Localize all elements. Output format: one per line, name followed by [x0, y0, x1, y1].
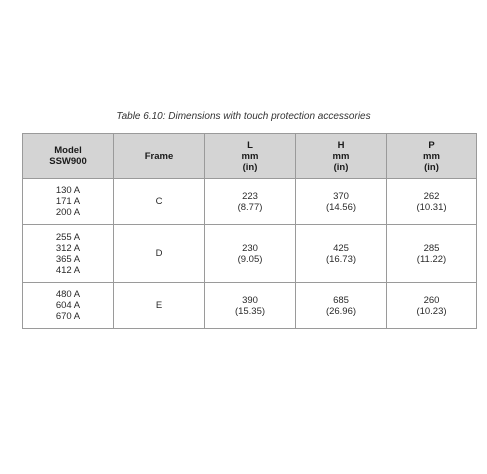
- header-p-line: P: [428, 139, 435, 151]
- header-model-line: Model: [54, 145, 82, 156]
- dimensions-table: [22, 133, 477, 329]
- header-h-line: H: [337, 139, 345, 151]
- l-cell: [205, 225, 296, 283]
- model-cell: [23, 179, 114, 225]
- l-cell: [205, 283, 296, 329]
- header-l-line: mm: [241, 150, 259, 162]
- model-value: 312 A: [55, 242, 81, 254]
- model-cell: [23, 283, 114, 329]
- p-mm: 262: [423, 190, 440, 202]
- model-value: 480 A: [55, 289, 81, 300]
- model-value: 130 A: [55, 185, 81, 196]
- model-value: 412 A: [55, 264, 81, 276]
- model-value: 255 A: [55, 231, 81, 243]
- frame-cell: E: [114, 283, 205, 329]
- h-in: (26.96): [325, 305, 357, 317]
- p-mm: 260: [423, 294, 440, 306]
- table-row: [23, 283, 477, 329]
- p-cell: [387, 283, 477, 329]
- p-mm: 285: [423, 242, 440, 254]
- header-h: [296, 134, 387, 179]
- h-mm: 685: [333, 294, 349, 306]
- p-in: (10.23): [416, 305, 447, 317]
- p-in: (10.31): [416, 201, 447, 213]
- table-caption: Table 6.10: Dimensions with touch protection accessories: [116, 111, 371, 122]
- table-row: [23, 225, 477, 283]
- l-in: (9.05): [237, 253, 263, 265]
- header-p-line: (in): [424, 161, 439, 173]
- l-cell: [205, 179, 296, 225]
- l-in: (8.77): [237, 201, 263, 213]
- h-mm: 425: [333, 242, 349, 254]
- header-model: [23, 134, 114, 179]
- model-value: 171 A: [55, 196, 81, 207]
- header-row: [23, 134, 477, 179]
- l-mm: 230: [242, 242, 258, 254]
- model-value: 604 A: [55, 300, 81, 311]
- p-in: (11.22): [416, 253, 447, 265]
- header-l-line: L: [247, 139, 253, 151]
- model-value: 200 A: [55, 207, 81, 218]
- table-row: [23, 179, 477, 225]
- header-h-line: (in): [333, 161, 349, 173]
- header-l: [205, 134, 296, 179]
- l-in: (15.35): [234, 305, 266, 317]
- header-p-line: mm: [423, 150, 440, 162]
- frame-cell: D: [114, 225, 205, 283]
- frame-cell: C: [114, 179, 205, 225]
- h-mm: 370: [333, 190, 349, 202]
- p-cell: [387, 179, 477, 225]
- h-cell: [296, 179, 387, 225]
- header-h-line: mm: [332, 150, 350, 162]
- header-l-line: (in): [242, 161, 258, 173]
- l-mm: 223: [242, 190, 258, 202]
- header-frame: Frame: [114, 134, 205, 179]
- h-in: (14.56): [325, 201, 357, 213]
- model-value: 365 A: [55, 253, 81, 265]
- p-cell: [387, 225, 477, 283]
- model-value: 670 A: [55, 311, 81, 322]
- header-p: [387, 134, 477, 179]
- l-mm: 390: [242, 294, 258, 306]
- h-cell: [296, 283, 387, 329]
- h-in: (16.73): [325, 253, 357, 265]
- model-cell: [23, 225, 114, 283]
- header-model-line: SSW900: [49, 156, 87, 167]
- h-cell: [296, 225, 387, 283]
